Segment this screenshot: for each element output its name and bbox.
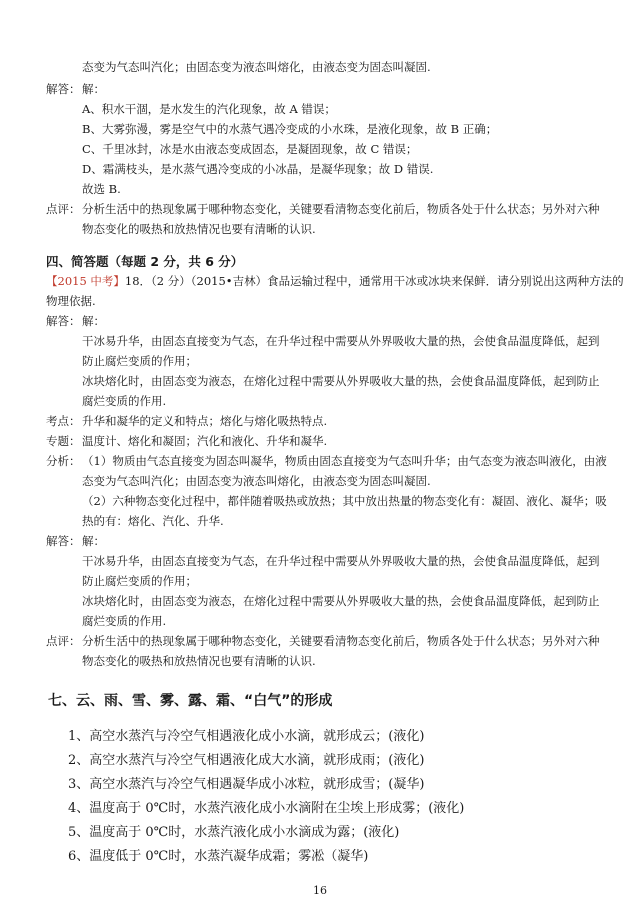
zhuanti-label: 专题： (46, 434, 81, 448)
answer-line: 冰块熔化时，由固态变为液态，在熔化过程中需要从外界吸收大量的热，会使食品温度降低，起到防止 (82, 374, 600, 388)
answer-label: 解答： (46, 534, 81, 548)
comment-line: 分析生活中的热现象属于哪种物态变化，关键要看清物态变化前后，物质各处于什么状态；另外对六种 (82, 202, 600, 216)
kaodian-label: 考点： (46, 414, 81, 428)
comment-label: 点评： (46, 202, 81, 216)
list-item: 5、温度高于 0℃时，水蒸汽液化成小水滴成为露；(液化) (68, 825, 400, 840)
answer-option-a: A、积水干涸，是水发生的汽化现象，故 A 错误； (82, 102, 336, 116)
fenxi-label: 分析： (46, 454, 81, 468)
continuation-line: 态变为气态叫汽化；由固态变为液态叫熔化，由液态变为固态叫凝固. (82, 60, 431, 74)
answer-line: 防止腐烂变质的作用； (82, 354, 197, 368)
answer-intro: 解： (82, 82, 105, 96)
comment-label: 点评： (46, 634, 81, 648)
question-line: 物理依据. (46, 294, 96, 308)
question-line (46, 274, 624, 289)
answer-option-d: D、霜满枝头，是水蒸气遇冷变成的小冰晶，是凝华现象；故 D 错误. (82, 162, 434, 176)
comment-line: 物态变化的吸热和放热情况也要有清晰的认识. (82, 654, 316, 668)
section-heading: 七、云、雨、雪、雾、露、霜、“白气”的形成 (48, 693, 333, 709)
answer-intro: 解： (82, 534, 105, 548)
fenxi-line: 态变为气态叫汽化；由固态变为液态叫熔化，由液态变为固态叫凝固. (82, 474, 431, 488)
answer-line: 腐烂变质的作用. (82, 394, 167, 408)
question-text: 18．（2 分）（2015•吉林）食品运输过程中，通常用干冰或冰块来保鲜．请分别说出这两种方法的 (124, 274, 624, 288)
answer-label: 解答： (46, 82, 81, 96)
fenxi-line: 热的有：熔化、汽化、升华. (82, 514, 224, 528)
answer-label: 解答： (46, 314, 81, 328)
answer-option-c: C、千里冰封，冰是水由液态变成固态，是凝固现象，故 C 错误； (82, 142, 418, 156)
answer-conclusion: 故选 B. (82, 182, 121, 196)
kaodian-text: 升华和凝华的定义和特点；熔化与熔化吸热特点. (82, 414, 328, 428)
comment-line: 物态变化的吸热和放热情况也要有清晰的认识. (82, 222, 316, 236)
fenxi-line: （1）物质由气态直接变为固态叫凝华，物质由固态直接变为气态叫升华；由气态变为液态叫液化，由液 (82, 454, 607, 468)
list-item: 2、高空水蒸汽与冷空气相遇液化成大水滴，就形成雨；(液化) (68, 753, 425, 768)
list-item: 4、温度高于 0℃时，水蒸汽液化成小水滴附在尘埃上形成雾；(液化) (68, 801, 465, 816)
answer-line: 干冰易升华，由固态直接变为气态，在升华过程中需要从外界吸收大量的热，会使食品温度降低，起到 (82, 334, 600, 348)
answer-line: 防止腐烂变质的作用； (82, 574, 197, 588)
section-heading: 四、简答题（每题 2 分，共 6 分） (46, 254, 244, 269)
list-item: 6、温度低于 0℃时，水蒸汽凝华成霜；雾凇（凝华) (68, 849, 369, 864)
list-item: 1、高空水蒸汽与冷空气相遇液化成小水滴，就形成云；(液化) (68, 729, 425, 744)
fenxi-line: （2）六种物态变化过程中，都伴随着吸热或放热；其中放出热量的物态变化有：凝固、液化、凝华；吸 (82, 494, 607, 508)
answer-line: 干冰易升华，由固态直接变为气态，在升华过程中需要从外界吸收大量的热，会使食品温度降低，起到 (82, 554, 600, 568)
answer-line: 腐烂变质的作用. (82, 614, 167, 628)
zhuanti-text: 温度计、熔化和凝固；汽化和液化、升华和凝华. (82, 434, 328, 448)
answer-option-b: B、大雾弥漫，雾是空气中的水蒸气遇冷变成的小水珠，是液化现象，故 B 正确； (82, 122, 498, 136)
list-item: 3、高空水蒸汽与冷空气相遇凝华成小冰粒，就形成雪；(凝华) (68, 777, 425, 792)
comment-line: 分析生活中的热现象属于哪种物态变化，关键要看清物态变化前后，物质各处于什么状态；另外对六种 (82, 634, 600, 648)
page-number: 16 (313, 884, 327, 897)
answer-intro: 解： (82, 314, 105, 328)
answer-line: 冰块熔化时，由固态变为液态，在熔化过程中需要从外界吸收大量的热，会使食品温度降低，起到防止 (82, 594, 600, 608)
source-tag: 【2015 中考】 (46, 274, 125, 288)
